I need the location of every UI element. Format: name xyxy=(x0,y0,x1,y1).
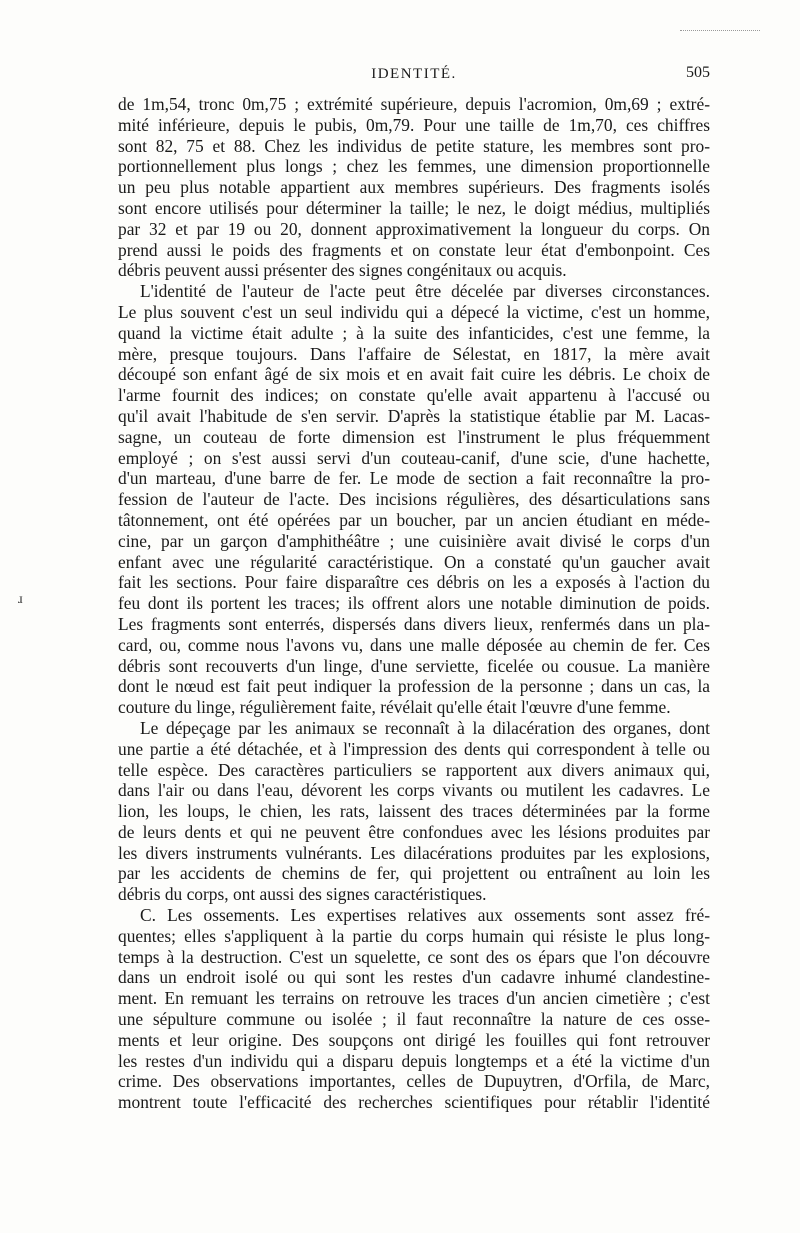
text-line: une partie a été détachée, et à l'impression des dents qui correspondent à telle ou xyxy=(118,738,710,759)
text-line: sagne, un couteau de forte dimension est l'instrument le plus fréquemment xyxy=(118,426,710,447)
margin-mark: ɹ xyxy=(18,592,23,607)
text-line: card, ou, comme nous l'avons vu, dans une malle déposée au chemin de fer. Ces xyxy=(118,634,710,655)
text-line: ment. En remuant les terrains on retrouve les traces d'un ancien cimetière ; c'est xyxy=(118,988,710,1009)
text-line: sont 82, 75 et 88. Chez les individus de petite stature, les membres sont pro- xyxy=(118,135,710,156)
text-line: telle espèce. Des caractères particuliers se rapportent aux divers animaux qui, xyxy=(118,759,710,780)
text-line: lion, les loups, le chien, les rats, laissent des traces déterminées par la forme xyxy=(118,801,710,822)
text-line: dans un endroit isolé ou qui sont les restes d'un cadavre inhumé clandestine- xyxy=(118,967,710,988)
text-line: couture du linge, régulièrement faite, révélait qu'elle était l'œuvre d'une femme. xyxy=(118,697,671,718)
text-line: les divers instruments vulnérants. Les dilacérations produites par les explosions, xyxy=(118,842,710,863)
text-line: les restes d'un individu qui a disparu depuis longtemps et a été la victime d'un xyxy=(118,1050,710,1071)
text-line: par les accidents de chemins de fer, qui projettent ou entraînent au loin les xyxy=(118,863,710,884)
text-line: prend aussi le poids des fragments et on constate leur état d'embonpoint. Ces xyxy=(118,239,710,260)
text-line: employé ; on s'est aussi servi d'un couteau-canif, d'une scie, d'une hachette, xyxy=(118,447,710,468)
text-line: C. Les ossements. Les expertises relatives aux ossements sont assez fré- xyxy=(140,905,710,926)
text-line: Les fragments sont enterrés, dispersés dans divers lieux, renfermés dans un pla- xyxy=(118,613,710,634)
text-line: feu dont ils portent les traces; ils offrent alors une notable diminution de poids. xyxy=(118,593,710,614)
text-line: mère, presque toujours. Dans l'affaire de Sélestat, en 1817, la mère avait xyxy=(118,343,710,364)
text-line: qu'il avait l'habitude de s'en servir. D'après la statistique établie par M. Lacas- xyxy=(118,405,710,426)
text-line: débris peuvent aussi présenter des signes congénitaux ou acquis. xyxy=(118,260,567,281)
page-number: 505 xyxy=(686,64,710,81)
text-line: l'arme fournit des indices; on constate qu'elle avait appartenu à l'accusé ou xyxy=(118,385,710,406)
body-text xyxy=(118,94,710,1113)
text-line: d'un marteau, d'une barre de fer. Le mode de section a fait reconnaître la pro- xyxy=(118,468,710,489)
text-line: quand la victime était adulte ; à la suite des infanticides, c'est une femme, la xyxy=(118,322,710,343)
text-line: sont encore utilisés pour déterminer la taille; le nez, le doigt médius, multipliés xyxy=(118,197,710,218)
text-line: dont le nœud est fait peut indiquer la profession de la personne ; dans un cas, la xyxy=(118,676,710,697)
text-line: dans l'air ou dans l'eau, dévorent les corps vivants ou mutilent les cadavres. Le xyxy=(118,780,710,801)
text-line: montrent toute l'efficacité des recherches scientifiques pour rétablir l'identité xyxy=(118,1092,710,1113)
text-line: portionnellement plus longs ; chez les femmes, une dimension proportionnelle xyxy=(118,156,710,177)
text-line: enfant avec une régularité caractéristique. On a constaté qu'un gaucher avait xyxy=(118,551,710,572)
text-line: ments et leur origine. Des soupçons ont dirigé les fouilles qui font retrouver xyxy=(118,1029,710,1050)
text-line: fait les sections. Pour faire disparaître ces débris on les a exposés à l'action du xyxy=(118,572,710,593)
text-line: cine, par un garçon d'amphithéâtre ; une cuisinière avait divisé le corps d'un xyxy=(118,530,710,551)
text-line: de 1m,54, tronc 0m,75 ; extrémité supérieure, depuis l'acromion, 0m,69 ; extré- xyxy=(118,94,710,114)
text-line: de leurs dents et qui ne peuvent être confondues avec les lésions produites par xyxy=(118,821,710,842)
text-line: débris sont recouverts d'un linge, d'une serviette, ficelée ou cousue. La manière xyxy=(118,655,710,676)
text-line: Le dépeçage par les animaux se reconnaît à la dilacération des organes, dont xyxy=(140,717,710,738)
text-line: découpé son enfant âgé de six mois et en avait fait cuire les débris. Le choix de xyxy=(118,364,710,385)
text-line: quentes; elles s'appliquent à la partie du corps humain qui résiste le plus long- xyxy=(118,925,710,946)
text-line: tâtonnement, ont été opérées par un boucher, par un ancien étudiant en méde- xyxy=(118,509,710,530)
text-line: une sépulture commune ou isolée ; il faut reconnaître la nature de ces osse- xyxy=(118,1009,710,1030)
text-line: par 32 et par 19 ou 20, donnent approximativement la longueur du corps. On xyxy=(118,218,710,239)
scan-noise xyxy=(680,30,760,41)
text-line: un peu plus notable appartient aux membres supérieurs. Des fragments isolés xyxy=(118,177,710,198)
text-line: fession de l'auteur de l'acte. Des incisions régulières, des désarticulations sans xyxy=(118,489,710,510)
text-line: débris du corps, ont aussi des signes caractéristiques. xyxy=(118,884,487,905)
page-header xyxy=(118,62,710,88)
text-line: mité inférieure, depuis le pubis, 0m,79. Pour une taille de 1m,70, ces chiffres xyxy=(118,114,710,135)
text-line: L'identité de l'auteur de l'acte peut être décelée par diverses circonstances. xyxy=(140,281,710,302)
text-line: temps à la destruction. C'est un squelette, ce sont des os épars que l'on découvre xyxy=(118,946,710,967)
running-title: IDENTITÉ. xyxy=(371,66,457,82)
text-line: crime. Des observations importantes, celles de Dupuytren, d'Orfila, de Marc, xyxy=(118,1071,710,1092)
text-line: Le plus souvent c'est un seul individu qui a dépecé la victime, c'est un homme, xyxy=(118,301,710,322)
